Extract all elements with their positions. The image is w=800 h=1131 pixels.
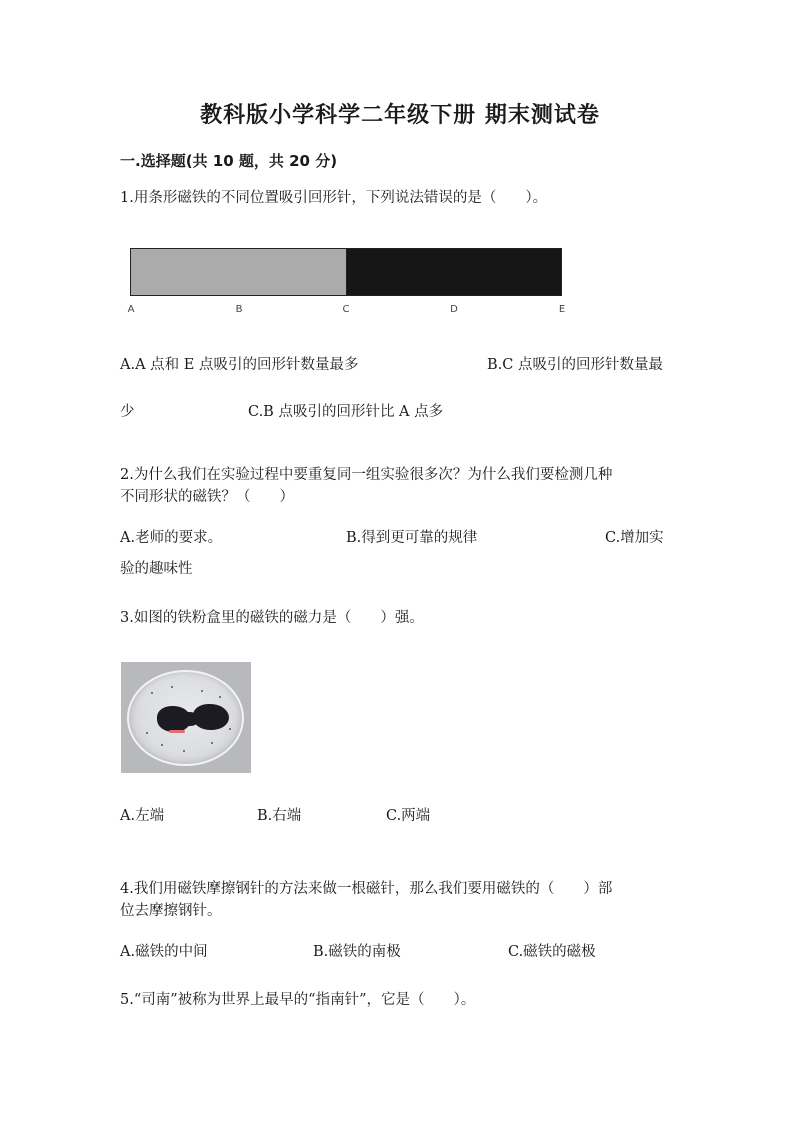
magnet-right-half [347, 249, 562, 295]
magnet-left-half [131, 249, 347, 295]
q4-option-c[interactable]: C.磁铁的磁极 [508, 944, 596, 960]
q2-option-b[interactable]: B.得到更可靠的规律 [346, 530, 478, 546]
q2-option-c-continued: 验的趣味性 [120, 561, 193, 577]
q3-option-b[interactable]: B.右端 [257, 808, 302, 824]
question-1-text: 1.用条形磁铁的不同位置吸引回形针，下列说法错误的是（ ）。 [120, 190, 548, 206]
q2-option-a[interactable]: A.老师的要求。 [120, 530, 223, 546]
magnet-label-b: B [235, 304, 243, 315]
q3-option-c[interactable]: C.两端 [386, 808, 431, 824]
q4-option-a[interactable]: A.磁铁的中间 [120, 944, 208, 960]
iron-filings-right-clump [193, 704, 229, 730]
q1-option-b-continued: 少 [120, 404, 135, 420]
iron-filings-dish-photo [121, 662, 251, 773]
magnet-label-d: D [450, 304, 458, 315]
bar-magnet-figure [130, 248, 562, 296]
question-2-line-1: 2.为什么我们在实验过程中要重复同一组实验很多次？为什么我们要检测几种 [120, 467, 613, 483]
question-5-text: 5.“司南”被称为世界上最早的“指南针”，它是（ ）。 [120, 992, 476, 1008]
q1-option-c[interactable]: C.B 点吸引的回形针比 A 点多 [248, 404, 444, 420]
q1-option-a[interactable]: A.A 点和 E 点吸引的回形针数量最多 [120, 357, 359, 373]
q2-option-c[interactable]: C.增加实 [605, 530, 664, 546]
q4-option-b[interactable]: B.磁铁的南极 [313, 944, 401, 960]
question-2-line-2: 不同形状的磁铁？（ ） [120, 489, 294, 505]
question-3-text: 3.如图的铁粉盒里的磁铁的磁力是（ ）强。 [120, 610, 424, 626]
question-4-line-2: 位去摩擦钢针。 [120, 903, 222, 919]
magnet-label-a: A [127, 304, 135, 315]
magnet-label-e: E [558, 304, 566, 315]
page-title: 教科版小学科学二年级下册 期末测试卷 [200, 103, 600, 128]
question-4-line-1: 4.我们用磁铁摩擦钢针的方法来做一根磁针，那么我们要用磁铁的（ ）部 [120, 881, 613, 897]
section-heading: 一.选择题(共 10 题，共 20 分) [120, 152, 338, 170]
q3-option-a[interactable]: A.左端 [120, 808, 165, 824]
magnet-label-c: C [342, 304, 350, 315]
q1-option-b[interactable]: B.C 点吸引的回形针数量最 [487, 357, 663, 373]
magnet-red-edge [169, 730, 185, 733]
